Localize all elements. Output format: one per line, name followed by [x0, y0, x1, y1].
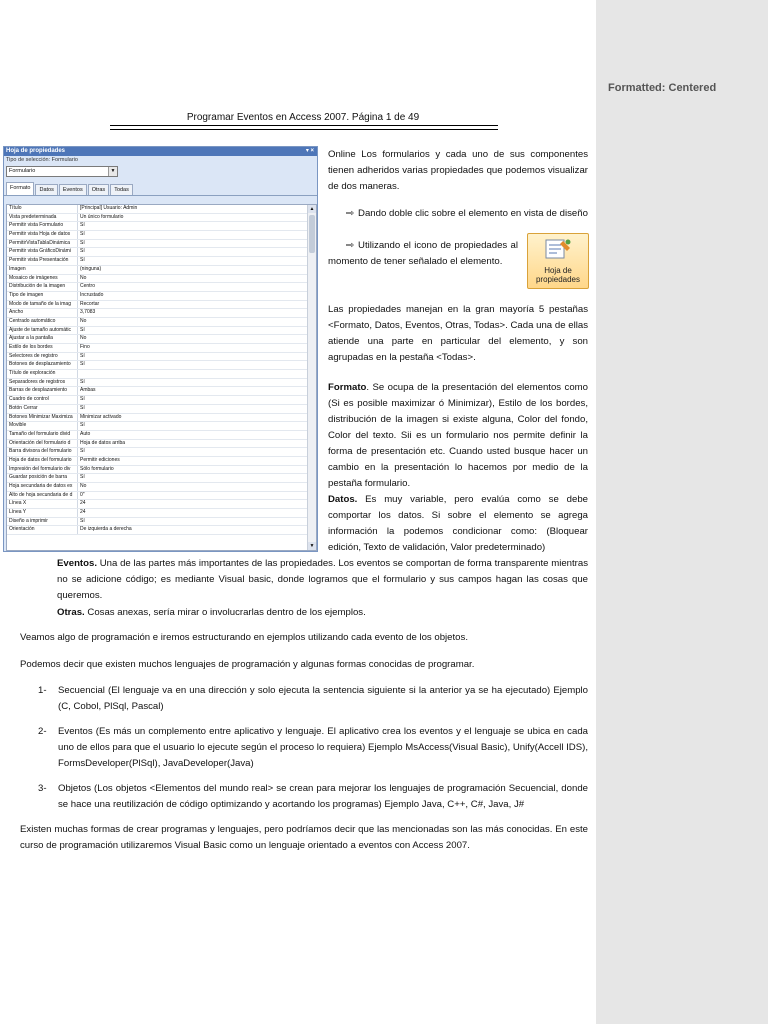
bullet-properties-icon-text: Utilizando el icono de propiedades al momento de tener señalado el elemento.: [328, 240, 518, 267]
property-name: Selectores de registro: [7, 353, 78, 361]
property-row[interactable]: [7, 448, 316, 457]
language-list: [20, 683, 588, 822]
property-name: Botón Cerrar: [7, 405, 78, 413]
property-value[interactable]: Sí: [80, 396, 85, 403]
property-sheet-icon: [543, 237, 573, 261]
property-name: Línea X: [7, 500, 78, 508]
tabs-paragraph: Las propiedades manejan en la gran mayoría 5 pestañas <Formato, Datos, Eventos, Otras, Todas>. Cada una de ellas atiende una parte en particular del elemento, y son agrupadas en la pestaña <Todas>.: [328, 304, 588, 363]
tab-otras[interactable]: Otras: [88, 184, 109, 195]
property-value[interactable]: Centro: [80, 283, 96, 290]
arrow-right-icon: ⇨: [346, 240, 355, 251]
property-name: Orientación: [7, 526, 78, 534]
property-value[interactable]: Sí: [80, 248, 85, 255]
property-value[interactable]: Incrustado: [80, 291, 104, 298]
property-row[interactable]: [7, 335, 316, 344]
intro-paragraph: Online Los formularios y cada uno de sus componentes tienen adheridos varias propiedades que podemos visualizar de dos maneras.: [328, 149, 588, 192]
property-row[interactable]: [7, 248, 316, 257]
property-row[interactable]: [7, 379, 316, 388]
property-row[interactable]: [7, 266, 316, 275]
property-name: Imagen: [7, 266, 78, 274]
property-name: Tamaño del formulario divid: [7, 431, 78, 439]
property-name: Orientación del formulario d: [7, 440, 78, 448]
property-row[interactable]: [7, 231, 316, 240]
property-value[interactable]: Un único formulario: [80, 213, 124, 220]
property-row[interactable]: [7, 222, 316, 231]
property-name: Mosaico de imágenes: [7, 275, 78, 283]
property-value[interactable]: [78, 370, 310, 378]
chevron-down-icon[interactable]: ▼: [108, 167, 117, 176]
selection-combo-value: Formulario: [9, 168, 36, 174]
property-row[interactable]: [7, 361, 316, 370]
property-name: Botones de desplazamiento: [7, 361, 78, 369]
property-value[interactable]: Sí: [80, 231, 85, 238]
property-value[interactable]: 24: [80, 500, 86, 507]
eventos-paragraph: [57, 556, 588, 604]
property-value[interactable]: Sí: [80, 517, 85, 524]
header-rule-top: [110, 125, 498, 126]
list-item: [20, 724, 588, 772]
property-value[interactable]: 3,7083: [80, 309, 96, 316]
selection-type-label: Tipo de selección: Formulario: [6, 157, 78, 163]
header-rule-bottom: [110, 129, 498, 130]
arrow-right-icon: ⇨: [346, 208, 355, 219]
property-name: Barras de desplazamiento: [7, 387, 78, 395]
property-row[interactable]: [7, 405, 316, 414]
property-row[interactable]: [7, 457, 316, 466]
list-item-text: Secuencial (El lenguaje va en una dirección y solo ejecuta la sentencia siguiente si la anterior ya se ha ejecutado) Ejemplo (C, Cobol, PlSql, Pascal): [58, 685, 588, 712]
property-row[interactable]: [7, 431, 316, 440]
property-row[interactable]: [7, 301, 316, 310]
property-name: Título de exploración: [7, 370, 78, 378]
scroll-thumb[interactable]: [309, 215, 315, 253]
final-paragraph: Existen muchas formas de crear programas y lenguajes, pero podríamos decir que las mencionadas son las más conocidas. En este curso de programación utilizaremos Visual Basic como un lenguaje orientado a eventos con Access 2007.: [20, 824, 588, 851]
property-value[interactable]: Sí: [80, 361, 85, 368]
property-name: Permitir vista Presentación: [7, 257, 78, 265]
property-row[interactable]: [7, 526, 316, 535]
bullet-double-click: [328, 206, 588, 222]
datos-paragraph: [328, 492, 588, 556]
property-name: Cuadro de control: [7, 396, 78, 404]
property-sheet-titlebar: [4, 147, 317, 156]
property-row[interactable]: [7, 309, 316, 318]
property-row[interactable]: [7, 275, 316, 284]
formato-label: Formato: [328, 382, 367, 393]
property-name: Permitir vista GráficoDinámi: [7, 248, 78, 256]
property-value[interactable]: Sí: [80, 422, 85, 429]
property-row[interactable]: [7, 318, 316, 327]
property-row[interactable]: [7, 518, 316, 527]
otras-text: Cosas anexas, sería mirar o involucrarlas dentro de los ejemplos.: [84, 607, 366, 618]
property-name: Línea Y: [7, 509, 78, 517]
list-item-text: Objetos (Los objetos <Elementos del mundo real> se crean para mejorar los lenguajes de programación Secuencial, donde se hace una reutilización de código optimizando y acortando los programas) Ejemplo Java, C++, C#, Java, J#: [58, 783, 588, 810]
property-row[interactable]: [7, 440, 316, 449]
property-name: Ajuste de tamaño automátic: [7, 327, 78, 335]
property-name: Permitir vista Hoja de datos: [7, 231, 78, 239]
list-item-number: 2-: [38, 726, 47, 737]
property-sheet-panel: [3, 146, 318, 552]
property-name: Ancho: [7, 309, 78, 317]
property-sheet-button-label: Hoja de propiedades: [535, 266, 581, 284]
property-row[interactable]: [7, 396, 316, 405]
property-grid: [6, 204, 317, 551]
property-row[interactable]: [7, 509, 316, 518]
property-name: Botones Minimizar Maximiza: [7, 414, 78, 422]
tab-formato[interactable]: Formato: [6, 182, 34, 195]
eventos-label: Eventos.: [57, 558, 97, 569]
property-value[interactable]: Auto: [80, 430, 91, 437]
list-item-number: 3-: [38, 783, 47, 794]
list-item: [20, 781, 588, 813]
bullet-double-click-text: Dando doble clic sobre el elemento en vista de diseño: [358, 208, 588, 219]
property-name: Impresión del formulario div: [7, 466, 78, 474]
property-name: Vista predeterminada: [7, 214, 78, 222]
property-grid-scrollbar[interactable]: [307, 205, 316, 550]
property-row[interactable]: [7, 483, 316, 492]
scroll-up-icon[interactable]: ▲: [309, 206, 315, 212]
property-name: Movible: [7, 422, 78, 430]
property-value[interactable]: Sólo formulario: [80, 465, 114, 472]
property-row[interactable]: [7, 327, 316, 336]
property-value[interactable]: Sí: [80, 326, 85, 333]
close-icon[interactable]: ▾ ×: [305, 148, 314, 154]
tab-eventos[interactable]: Eventos: [59, 184, 87, 195]
property-name: Diseño a imprimir: [7, 518, 78, 526]
property-value[interactable]: Permitir ediciones: [80, 456, 120, 463]
datos-text: Es muy variable, pero evalúa como se debe comportar los datos. Si sobre el elemento se agrega información la podemos condicionar como: (Bloquear edición, Texto de validación, Valor predeterminado): [328, 494, 588, 553]
property-name: Título: [7, 205, 78, 213]
property-value[interactable]: Sí: [80, 257, 85, 264]
property-name: Hoja de datos del formulario: [7, 457, 78, 465]
property-sheet-title: Hoja de propiedades: [6, 148, 66, 154]
property-value[interactable]: No: [80, 274, 87, 281]
selection-combo[interactable]: [6, 166, 118, 177]
property-name: Hoja secundaria de datos ex: [7, 483, 78, 491]
property-row[interactable]: [7, 387, 316, 396]
property-name: Permitir vista Formulario: [7, 222, 78, 230]
property-value[interactable]: No: [80, 317, 87, 324]
property-value[interactable]: Ambas: [80, 387, 96, 394]
tab-todas[interactable]: Todas: [110, 184, 133, 195]
page-header-title: Programar Eventos en Access 2007. Página 1 de 49: [186, 112, 420, 123]
property-row[interactable]: [7, 353, 316, 362]
property-value[interactable]: Sí: [80, 352, 85, 359]
property-value[interactable]: Sí: [80, 378, 85, 385]
property-name: Estilo de los bordes: [7, 344, 78, 352]
property-name: Separadores de registros: [7, 379, 78, 387]
property-name: Tipo de imagen: [7, 292, 78, 300]
property-name: Barra divisora del formulario: [7, 448, 78, 456]
formato-paragraph: [328, 380, 588, 492]
datos-label: Datos.: [328, 494, 358, 505]
property-name: PermitirVistaTablaDinámica: [7, 240, 78, 248]
property-value[interactable]: Hoja de datos arriba: [80, 439, 126, 446]
property-row[interactable]: [7, 414, 316, 423]
podemos-paragraph: Podemos decir que existen muchos lenguajes de programación y algunas formas conocidas de programar.: [20, 659, 475, 670]
otras-label: Otras.: [57, 607, 85, 618]
property-value[interactable]: 24: [80, 509, 86, 516]
property-row[interactable]: [7, 466, 316, 475]
property-row[interactable]: [7, 283, 316, 292]
property-name: Distribución de la imagen: [7, 283, 78, 291]
comment-text: Formatted: Centered: [608, 82, 717, 94]
property-name: Centrado automático: [7, 318, 78, 326]
property-value[interactable]: Sí: [80, 474, 85, 481]
property-name: Ajustar a la pantalla: [7, 335, 78, 343]
property-row[interactable]: [7, 257, 316, 266]
property-value[interactable]: No: [80, 335, 87, 342]
bullet-properties-icon: [328, 238, 518, 270]
comment-pane: [596, 0, 768, 1024]
property-tabs: [4, 182, 317, 196]
property-value[interactable]: 0": [80, 491, 85, 498]
property-row[interactable]: [7, 422, 316, 431]
property-value[interactable]: Recortar: [80, 300, 100, 307]
property-name: Guardar posición de barra: [7, 474, 78, 482]
property-row[interactable]: [7, 370, 316, 379]
property-value[interactable]: Sí: [80, 404, 85, 411]
property-name: Modo de tamaño de la imag: [7, 301, 78, 309]
property-value[interactable]: Fino: [80, 344, 90, 350]
formato-text: . Se ocupa de la presentación del elementos como (Si es posible maximizar ó Minimizar), Estilo de los bordes, distribución de la imagen si existe alguna, Color del fondo, Color del texto. Sii es un formulario nos permite definir la forma de presentación etc. Cuando usted busque hacer un cambio en la presentación lo hacemos por medio de la pestaña formulario.: [328, 382, 588, 489]
list-item-number: 1-: [38, 685, 47, 696]
property-row[interactable]: [7, 292, 316, 301]
property-name: Alto de hoja secundaria de d: [7, 492, 78, 500]
property-value[interactable]: Minimizar activado: [80, 413, 122, 420]
property-value[interactable]: Sí: [80, 448, 85, 455]
property-row[interactable]: [7, 500, 316, 509]
property-value[interactable]: Sí: [80, 222, 85, 229]
list-item: [20, 683, 588, 715]
property-sheet-button[interactable]: [527, 233, 589, 289]
tab-datos[interactable]: Datos: [35, 184, 57, 195]
list-item-text: Eventos (Es más un complemento entre aplicativo y lenguaje. El aplicativo crea los eventos y el lenguaje se ubica en cada uno de ellos para que el usuario lo ejecute según el proceso lo requiera) Ejemplo MsAccess(Visual Basic), Unify(Accell IDS), FormsDeveloper(PlSql), JavaDeveloper(Java): [58, 726, 588, 769]
property-row[interactable]: [7, 344, 316, 353]
property-value[interactable]: De izquierda a derecha: [80, 526, 132, 533]
eventos-text: Una de las partes más importantes de las propiedades. Los eventos se comportan de forma transparente mientras no se adicione código; es mediante Visual basic, donde logramos que el formulario y sus campos hagan las cosas que queremos.: [57, 558, 588, 601]
property-row[interactable]: [7, 492, 316, 501]
property-value[interactable]: [Principal] Usuario: Admin: [80, 205, 138, 211]
property-row[interactable]: [7, 474, 316, 483]
property-value[interactable]: (ninguna): [80, 265, 102, 272]
property-value[interactable]: Sí: [80, 239, 85, 246]
otras-paragraph: [57, 605, 588, 621]
property-row[interactable]: [7, 205, 316, 214]
scroll-down-icon[interactable]: ▼: [309, 543, 315, 549]
property-value[interactable]: No: [80, 483, 87, 489]
property-row[interactable]: [7, 214, 316, 223]
veamos-paragraph: Veamos algo de programación e iremos estructurando en ejemplos utilizando cada evento de los objetos.: [20, 632, 468, 643]
property-row[interactable]: [7, 240, 316, 249]
